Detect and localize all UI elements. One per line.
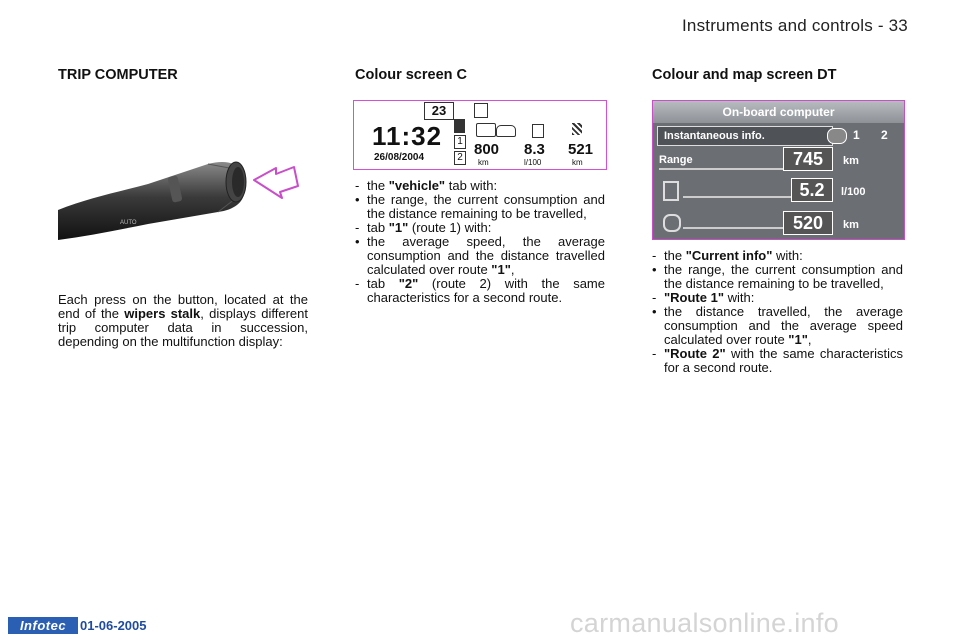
divider [683,196,793,198]
section-title-trip-computer: TRIP COMPUTER [58,67,178,83]
tab-route-1: 1 [454,135,466,149]
watermark: carmanualsonline.info [570,608,839,638]
list-text: the range, the current consumption and the distance remaining to be travelled, [367,192,605,221]
description-text-end: , displays different trip computer data in succession, depending on the multifunction display: [58,306,308,349]
colour-screen-c-display [353,100,607,170]
distance-remaining-value: 521 [568,141,594,158]
consumption-unit: l/100 [524,158,542,167]
section-title-colour-screen-c: Colour screen C [355,67,467,83]
list-marker: - [355,276,360,291]
list-text: with the same characteristics for a second route. [664,346,903,375]
range-value: 800 [474,141,500,158]
list-item [355,277,605,305]
wiper-stalk-illustration [58,140,308,250]
dt-remaining-value: 520 [783,211,833,235]
colour-screen-c-list [355,179,605,305]
section-title-colour-map-screen-dt: Colour and map screen DT [652,67,837,83]
dt-consumption-value: 5.2 [791,178,833,202]
infotec-logo: Infotec [8,617,78,634]
tab-route-2: 2 [454,151,466,165]
list-text: tab with: [445,178,498,193]
list-text-bold: "1" [491,262,511,277]
list-text: tab [367,220,389,235]
list-item [355,193,605,221]
list-marker: - [652,290,657,305]
colour-map-screen-dt-list [652,249,903,375]
list-text-bold: "Route 1" [664,290,724,305]
dt-tab-route-1: 1 [853,128,860,142]
distance-unit: km [572,158,583,167]
list-marker: - [652,346,657,361]
list-text: the [664,248,686,263]
range-unit: km [478,158,489,167]
finish-flag-icon [663,214,681,232]
list-text: the distance travelled, the average consumption and the average speed calculated over route [664,304,903,347]
list-item [652,263,903,291]
list-item [355,179,605,193]
consumption-value: 8.3 [524,141,545,158]
trip-computer-description [58,293,308,349]
list-text: the range, the current consumption and the distance remaining to be travelled, [664,262,903,291]
description-text-emphasis: wipers stalk [124,306,201,321]
list-text: , [510,262,515,277]
list-marker: - [652,248,657,263]
list-marker: - [355,220,360,235]
car-icon [496,125,516,137]
list-marker: • [652,262,657,277]
finish-flag-icon [572,123,582,135]
dt-range-value: 745 [783,147,833,171]
list-text: the [367,178,389,193]
date-readout: 26/08/2004 [374,152,425,163]
dt-remaining-unit: km [843,219,859,231]
list-text: tab [367,276,399,291]
car-icon [827,128,847,144]
fuel-pump-icon [663,181,679,201]
list-item [355,235,605,277]
consumption-icon [532,124,544,138]
svg-text:AUTO: AUTO [120,220,137,226]
list-text: (route 1) with: [408,220,492,235]
fuel-gauge-icon [476,123,496,137]
list-text: with: [724,290,755,305]
dt-screen-display [652,100,905,240]
list-marker: • [355,234,360,249]
list-text: , [807,332,812,347]
list-item [652,291,903,305]
page-header-title: Instruments and controls - 33 [682,16,908,35]
dt-tab-route-2: 2 [881,128,888,142]
list-item [652,347,903,375]
list-text-bold: "Current info" [685,248,773,263]
description-text-start: Each press on the button, located at the end of the [58,292,308,321]
temperature-readout: 23 [424,102,454,120]
list-text: with: [772,248,803,263]
list-text-bold: "Route 2" [664,346,726,361]
list-text-bold: "vehicle" [388,178,446,193]
clock-readout: 11:32 [372,121,443,151]
list-item [652,305,903,347]
list-marker: - [355,178,360,193]
dt-screen-heading: On-board computer [653,101,904,123]
list-text-bold: "1" [788,332,808,347]
list-marker: • [355,192,360,207]
list-item [652,249,903,263]
dt-consumption-unit: l/100 [841,186,866,198]
list-marker: • [652,304,657,319]
fuel-pump-icon [474,103,488,118]
list-text-bold: "1" [388,220,409,235]
list-text: (route 2) with the same characteristics for a second route. [367,276,605,305]
footer-date: 01-06-2005 [80,618,147,633]
list-text-bold: "2" [398,276,419,291]
dt-range-label: Range [659,154,693,166]
list-text: the average speed, the average consumption and the distance travelled calculated over route [367,234,605,277]
list-item [355,221,605,235]
divider [683,227,793,229]
vehicle-tab-icon [454,119,465,133]
dt-instantaneous-tab: Instantaneous info. [657,126,833,146]
dt-range-unit: km [843,155,859,167]
